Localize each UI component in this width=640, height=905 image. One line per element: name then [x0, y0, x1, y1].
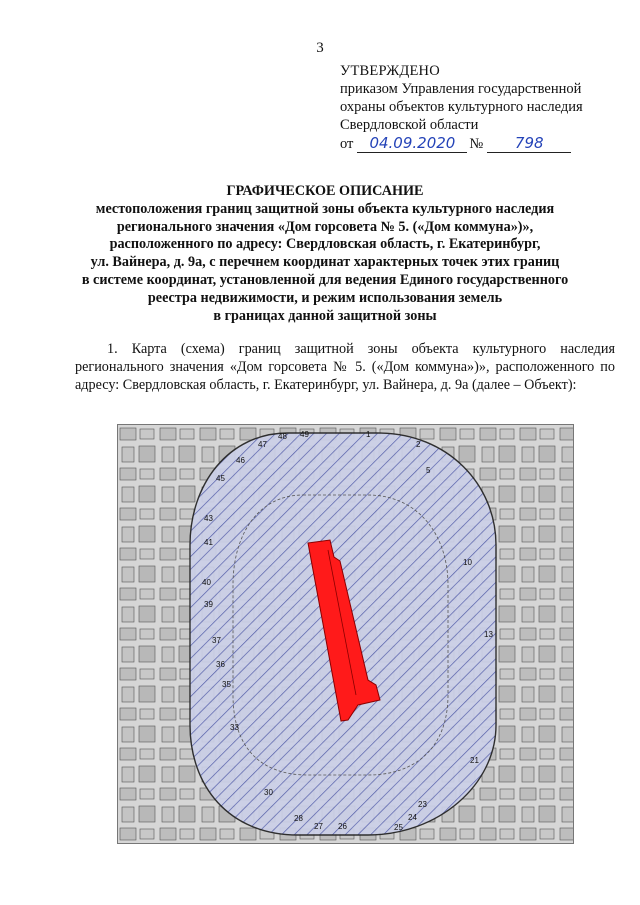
point-label: 21 — [470, 756, 479, 765]
point-label: 40 — [202, 578, 211, 587]
handwritten-date: 04.09.2020 — [357, 134, 467, 153]
point-label: 46 — [236, 456, 245, 465]
title-line-8: в границах данной защитной зоны — [213, 307, 437, 324]
body-text — [75, 340, 615, 394]
point-label: 28 — [294, 814, 303, 823]
page-number: 3 — [316, 40, 324, 56]
point-label: 37 — [212, 636, 221, 645]
map-canvas — [118, 425, 573, 843]
point-label: 25 — [394, 823, 403, 832]
approval-line-2: охраны объектов культурного наследия — [340, 99, 583, 115]
point-label: 49 — [300, 430, 309, 439]
approval-line-3: Свердловской области — [340, 117, 479, 133]
point-label: 2 — [416, 440, 421, 449]
point-label: 1 — [366, 430, 371, 439]
approval-heading: УТВЕРЖДЕНО — [340, 63, 440, 79]
approval-line-1: приказом Управления государственной — [340, 81, 582, 97]
title-line-4: расположенного по адресу: Свердловская область, г. Екатеринбург, — [109, 236, 541, 253]
title-line-2: местоположения границ защитной зоны объекта культурного наследия — [95, 200, 555, 217]
point-label: 48 — [278, 432, 287, 441]
title-line-6: в системе координат, установленной для ведения Единого государственного — [81, 271, 569, 288]
point-label: 43 — [204, 514, 213, 523]
point-label: 45 — [216, 474, 225, 483]
point-label: 36 — [216, 660, 225, 669]
point-label: 41 — [204, 538, 213, 547]
point-label: 27 — [314, 822, 323, 831]
approval-date-row — [340, 134, 630, 153]
title-line-7: реестра недвижимости, и режим использования земель — [147, 289, 503, 306]
point-label: 30 — [264, 788, 273, 797]
point-label: 47 — [258, 440, 267, 449]
title-line-5: ул. Вайнера, д. 9а, с перечнем координат характерных точек этих границ — [90, 254, 560, 271]
point-label: 26 — [338, 822, 347, 831]
number-prefix: № — [469, 136, 484, 152]
point-label: 23 — [418, 800, 427, 809]
title-line-1: ГРАФИЧЕСКОЕ ОПИСАНИЕ — [226, 183, 424, 199]
document-title — [60, 183, 590, 325]
point-label: 5 — [426, 466, 431, 475]
approval-block — [340, 62, 630, 153]
point-label: 39 — [204, 600, 213, 609]
paragraph-1: 1. Карта (схема) границ защитной зоны объекта культурного наследия регионального значения «Дом горсовета № 5. («Дом коммуна»)», расположенного по адресу: Свердловская область, г. Екатеринбург, ул. Вайнера, д. 9а (далее – Объект): — [75, 341, 615, 393]
date-prefix: от — [340, 136, 354, 152]
point-label: 24 — [408, 813, 417, 822]
point-label: 35 — [222, 680, 231, 689]
title-line-3: регионального значения «Дом горсовета № 5. («Дом коммуна»)», — [116, 218, 534, 235]
point-label: 10 — [463, 558, 472, 567]
point-label: 33 — [230, 723, 239, 732]
point-label: 13 — [484, 630, 493, 639]
protection-zone-map — [117, 424, 574, 844]
handwritten-number: 798 — [487, 134, 571, 153]
